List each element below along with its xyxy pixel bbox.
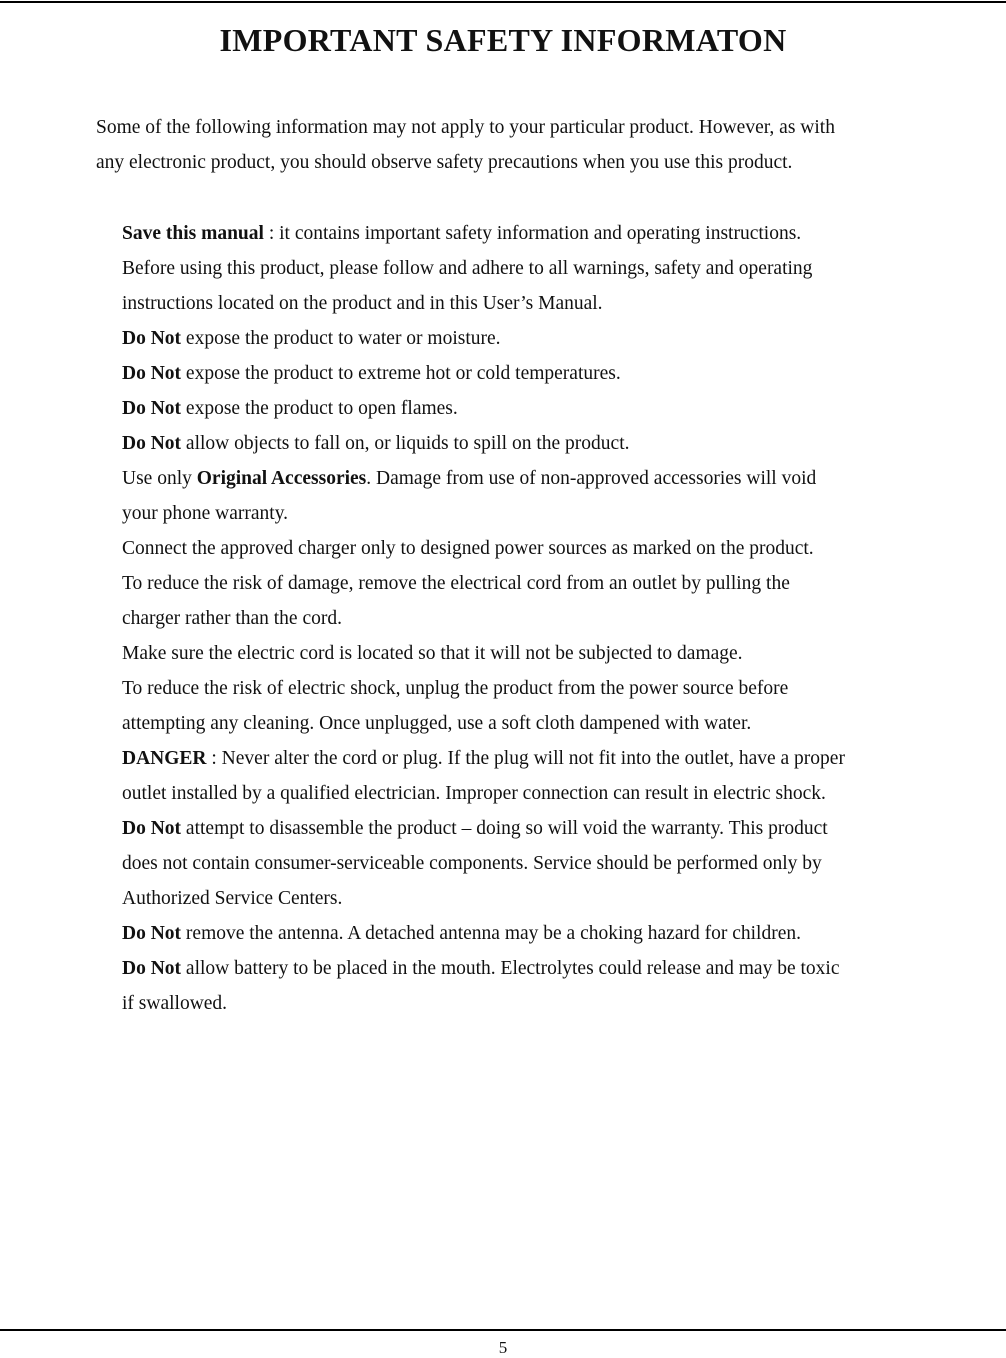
safety-item-continuation bbox=[120, 776, 920, 811]
item-text: Before using this product, please follow and adhere to all warnings, safety and operating bbox=[122, 258, 813, 279]
emphasis: Original Accessories bbox=[196, 468, 367, 489]
top-rule bbox=[0, 1, 1006, 3]
safety-item-continuation bbox=[120, 286, 920, 321]
item-text: expose the product to extreme hot or cold temperatures. bbox=[181, 363, 621, 384]
safety-item-charger bbox=[120, 531, 920, 566]
emphasis: Do Not bbox=[122, 433, 182, 454]
safety-item-continuation bbox=[120, 986, 920, 1021]
safety-list bbox=[120, 216, 920, 1021]
safety-item-accessories bbox=[120, 461, 920, 496]
safety-item-continuation bbox=[120, 846, 920, 881]
emphasis: Save this manual bbox=[122, 223, 264, 244]
intro-line: Some of the following information may not apply to your particular product. However, as with bbox=[96, 117, 835, 138]
safety-item-continuation bbox=[120, 496, 920, 531]
safety-item-danger bbox=[120, 741, 920, 776]
safety-item-continuation bbox=[120, 601, 920, 636]
item-text: expose the product to open flames. bbox=[181, 398, 458, 419]
item-text: To reduce the risk of damage, remove the electrical cord from an outlet by pulling the bbox=[122, 573, 790, 594]
item-text: : Never alter the cord or plug. If the plug will not fit into the outlet, have a proper bbox=[206, 748, 845, 769]
page-title: IMPORTANT SAFETY INFORMATON bbox=[219, 22, 787, 58]
bottom-rule bbox=[0, 1329, 1006, 1331]
item-text: your phone warranty. bbox=[122, 503, 289, 524]
safety-item-reduce-damage bbox=[120, 566, 920, 601]
safety-item-water bbox=[120, 321, 920, 356]
item-text: does not contain consumer-serviceable components. Service should be performed only by bbox=[122, 853, 822, 874]
emphasis: Do Not bbox=[122, 923, 182, 944]
item-text: Authorized Service Centers. bbox=[122, 888, 343, 909]
item-text: Use only bbox=[122, 468, 197, 489]
item-text: To reduce the risk of electric shock, unplug the product from the power source before bbox=[122, 678, 789, 699]
item-text: expose the product to water or moisture. bbox=[181, 328, 501, 349]
item-text: if swallowed. bbox=[122, 993, 228, 1014]
emphasis: Do Not bbox=[122, 958, 182, 979]
safety-item-objects bbox=[120, 426, 920, 461]
safety-item-save-manual bbox=[120, 216, 920, 251]
intro-line: any electronic product, you should observe safety precautions when you use this product. bbox=[96, 151, 793, 173]
safety-item-battery bbox=[120, 951, 920, 986]
page-number: 5 bbox=[498, 1338, 508, 1357]
item-text: . Damage from use of non-approved accessories will void bbox=[366, 468, 817, 489]
safety-item-before-using bbox=[120, 251, 920, 286]
item-text: attempt to disassemble the product – doing so will void the warranty. This product bbox=[181, 818, 828, 839]
safety-item-temperature bbox=[120, 356, 920, 391]
safety-item-disassemble bbox=[120, 811, 920, 846]
item-text: outlet installed by a qualified electrician. Improper connection can result in electric shock. bbox=[122, 783, 826, 804]
item-text: Connect the approved charger only to designed power sources as marked on the product. bbox=[122, 538, 814, 559]
emphasis: Do Not bbox=[122, 328, 182, 349]
item-text: instructions located on the product and in this User’s Manual. bbox=[122, 293, 603, 314]
emphasis: Do Not bbox=[122, 363, 182, 384]
safety-item-continuation bbox=[120, 881, 920, 916]
emphasis: Do Not bbox=[122, 818, 182, 839]
item-text: allow battery to be placed in the mouth. Electrolytes could release and may be toxic bbox=[181, 958, 840, 979]
item-text: attempting any cleaning. Once unplugged, use a soft cloth dampened with water. bbox=[122, 713, 752, 734]
safety-item-continuation bbox=[120, 706, 920, 741]
item-text: : it contains important safety information and operating instructions. bbox=[263, 223, 802, 244]
safety-item-antenna bbox=[120, 916, 920, 951]
intro-paragraph bbox=[96, 111, 956, 180]
emphasis: DANGER bbox=[122, 748, 207, 769]
safety-item-electric-shock bbox=[120, 671, 920, 706]
item-text: Make sure the electric cord is located so that it will not be subjected to damage. bbox=[122, 643, 743, 664]
safety-item-flames bbox=[120, 391, 920, 426]
safety-item-cord bbox=[120, 636, 920, 671]
item-text: charger rather than the cord. bbox=[122, 608, 342, 629]
item-text: allow objects to fall on, or liquids to spill on the product. bbox=[181, 433, 630, 454]
item-text: remove the antenna. A detached antenna may be a choking hazard for children. bbox=[181, 923, 801, 944]
emphasis: Do Not bbox=[122, 398, 182, 419]
